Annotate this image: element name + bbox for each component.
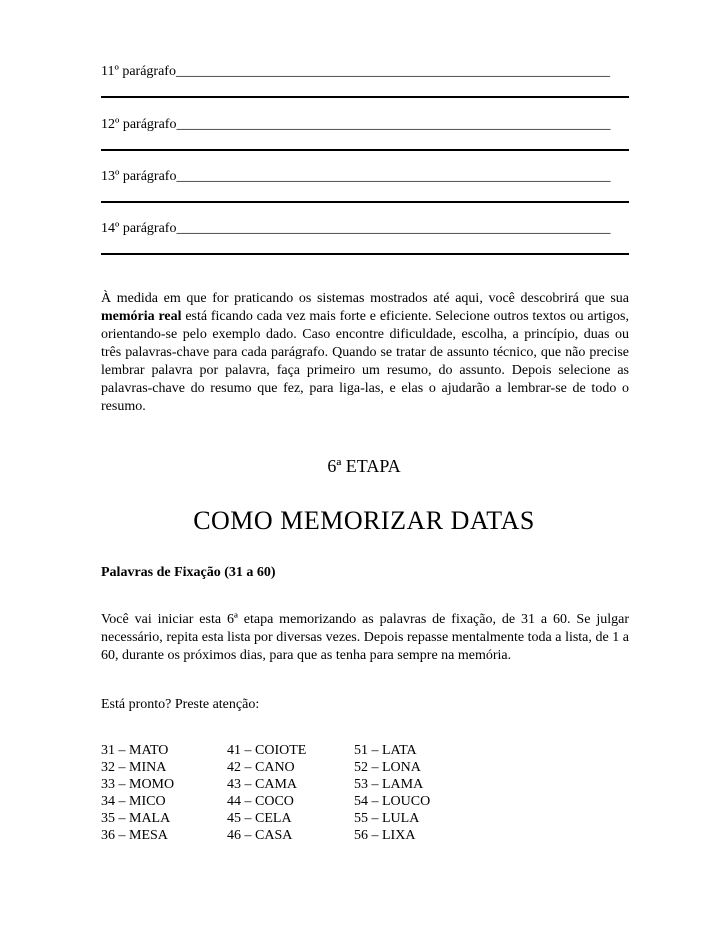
paragraph-number: 11º parágrafo — [101, 64, 176, 79]
paragraph-blank: ______________________________________________________________ — [176, 221, 611, 236]
section-heading: Palavras de Fixação (31 a 60) — [101, 565, 276, 580]
paragraph-number: 14º parágrafo — [101, 221, 177, 236]
paragraph-label — [101, 169, 610, 185]
paragraph-blank: ______________________________________________________________ — [175, 64, 610, 79]
word-list-item: 45 – CELA — [227, 811, 292, 826]
intro-bold-text: memória real — [101, 309, 182, 324]
word-list-item: 43 – CAMA — [227, 777, 298, 792]
word-list-item: 51 – LATA — [354, 743, 417, 758]
paragraph-label — [101, 64, 610, 80]
word-column-1 — [101, 742, 174, 844]
word-list-item: 35 – MALA — [101, 811, 171, 826]
paragraph-number: 13º parágrafo — [101, 169, 177, 184]
word-list-item: 56 – LIXA — [354, 828, 416, 843]
word-list-item: 42 – CANO — [227, 760, 295, 775]
paragraph-blank: ______________________________________________________________ — [176, 117, 611, 132]
separator-rule — [101, 96, 629, 98]
word-list-item: 32 – MINA — [101, 760, 167, 775]
word-list-item: 31 – MATO — [101, 743, 169, 758]
word-list-item: 55 – LULA — [354, 811, 420, 826]
word-column-3 — [354, 742, 430, 844]
word-list-item: 53 – LAMA — [354, 777, 424, 792]
separator-rule — [101, 149, 629, 151]
stage-title: 6ª ETAPA — [327, 456, 401, 476]
word-list-item: 41 – COIOTE — [227, 743, 307, 758]
word-list-item: 44 – COCO — [227, 794, 294, 809]
instructions-paragraph: Você vai iniciar esta 6ª etapa memorizando as palavras de fixação, de 31 a 60. Se julgar necessário, repita esta lista por diversas vezes. Depois repasse mentalmente toda a lista, de 1 a 60, durante os próximos dias, para que as tenha para sempre na memória. — [101, 612, 629, 663]
word-column-2 — [227, 742, 306, 844]
word-list-item: 36 – MESA — [101, 828, 168, 843]
word-list-item: 34 – MICO — [101, 794, 166, 809]
paragraph-label — [101, 221, 610, 237]
intro-paragraph — [101, 290, 629, 416]
paragraph-blank: ______________________________________________________________ — [176, 169, 611, 184]
word-list-item: 33 – MOMO — [101, 777, 175, 792]
word-list-item: 52 – LONA — [354, 760, 421, 775]
paragraph-label — [101, 117, 610, 133]
prompt-text: Está pronto? Preste atenção: — [101, 697, 260, 712]
intro-text-continued: está ficando cada vez mais forte e eficiente. Selecione outros textos ou artigos, orientando-se pelo exemplo dado. Caso encontre dificuldade, escolha, a princípio, duas ou três palavras-chave para cada parágrafo. Quando se tratar de assunto técnico, que não precise lembrar palavra por palavra, faça primeiro um resumo, do assunto. Depois selecione as palavras-chave do resumo que fez, para liga-las, e elas o ajudarão a lembrar-se de todo o resumo. — [101, 309, 629, 414]
paragraph-number: 12º parágrafo — [101, 117, 177, 132]
word-list-item: 46 – CASA — [227, 828, 293, 843]
separator-rule — [101, 253, 629, 255]
separator-rule — [101, 201, 629, 203]
main-title: COMO MEMORIZAR DATAS — [193, 506, 535, 535]
intro-text: À medida em que for praticando os sistemas mostrados até aqui, você descobrirá que sua — [101, 291, 629, 306]
word-list-item: 54 – LOUCO — [354, 794, 431, 809]
